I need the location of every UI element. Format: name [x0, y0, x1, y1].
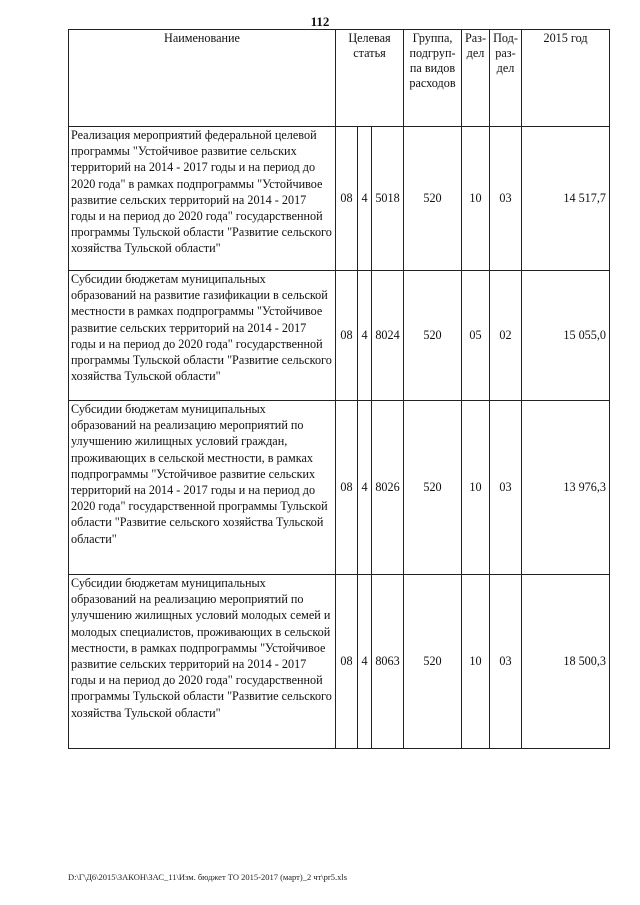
table-row: [69, 575, 610, 749]
row-amount: 13 976,3: [522, 401, 610, 575]
row-name: Субсидии бюджетам муниципальных образований на развитие газификации в сельской местности в рамках подпрограммы "Устойчивое развитие сельских территорий на 2014 - 2017 годы и на период до 2020 года" государственной программы Тульской области "Развитие сельского хозяйства Тульской области": [69, 271, 336, 401]
row-subsection: 03: [490, 127, 522, 271]
row-code-subprogram: 4: [358, 575, 372, 749]
budget-table: [68, 29, 610, 749]
row-subsection: 03: [490, 575, 522, 749]
row-name: Субсидии бюджетам муниципальных образований на реализацию мероприятий по улучшению жилищных условий граждан, проживающих в сельской местности, в рамках подпрограммы "Устойчивое развитие сельских территорий на 2014 - 2017 годы и на период до 2020 года" государственной программы Тульской области "Развитие сельского хозяйства Тульской области": [69, 401, 336, 575]
header-name: Наименование: [69, 30, 336, 127]
row-name: Субсидии бюджетам муниципальных образований на реализацию мероприятий по улучшению жилищных условий молодых семей и молодых специалистов, проживающих в сельской местности, в рамках подпрограммы "Устойчивое развитие сельских территорий на 2014 - 2017 годы и на период до 2020 года" государственной программы Тульской области "Развитие сельского хозяйства Тульской области": [69, 575, 336, 749]
row-subsection: 02: [490, 271, 522, 401]
header-target-article: Целевая статья: [336, 30, 404, 127]
row-code-direction: 5018: [372, 127, 404, 271]
row-group: 520: [404, 127, 462, 271]
row-amount: 14 517,7: [522, 127, 610, 271]
row-amount: 18 500,3: [522, 575, 610, 749]
row-code-program: 08: [336, 271, 358, 401]
table-row: [69, 401, 610, 575]
header-section: Раз-дел: [462, 30, 490, 127]
row-code-subprogram: 4: [358, 401, 372, 575]
table-row: [69, 271, 610, 401]
row-section: 10: [462, 575, 490, 749]
row-code-direction: 8026: [372, 401, 404, 575]
table-row: [69, 127, 610, 271]
row-code-direction: 8063: [372, 575, 404, 749]
row-subsection: 03: [490, 401, 522, 575]
row-code-program: 08: [336, 401, 358, 575]
table-header-row: [69, 30, 610, 127]
page-number: 112: [310, 14, 330, 29]
header-group: Группа, подгруп-па видов расходов: [404, 30, 462, 127]
row-group: 520: [404, 401, 462, 575]
header-subsection: Под-раз-дел: [490, 30, 522, 127]
row-code-direction: 8024: [372, 271, 404, 401]
row-section: 10: [462, 127, 490, 271]
row-section: 05: [462, 271, 490, 401]
row-code-program: 08: [336, 127, 358, 271]
header-year: 2015 год: [522, 30, 610, 127]
row-code-program: 08: [336, 575, 358, 749]
row-group: 520: [404, 575, 462, 749]
row-code-subprogram: 4: [358, 127, 372, 271]
row-section: 10: [462, 401, 490, 575]
row-name: Реализация мероприятий федеральной целевой программы "Устойчивое развитие сельских территорий на 2014 - 2017 годы и на период до 2020 года" в рамках подпрограммы "Устойчивое развитие сельских территорий на 2014 - 2017 годы и на период до 2020 года" государственной программы Тульской области "Развитие сельского хозяйства Тульской области": [69, 127, 336, 271]
footer-file-path: D:\Г\Д6\2015\ЗАКОН\ЗАС_11\Изм. бюджет ТО 2015-2017 (март)_2 чт\pr5.xls: [68, 872, 348, 882]
row-group: 520: [404, 271, 462, 401]
row-code-subprogram: 4: [358, 271, 372, 401]
row-amount: 15 055,0: [522, 271, 610, 401]
